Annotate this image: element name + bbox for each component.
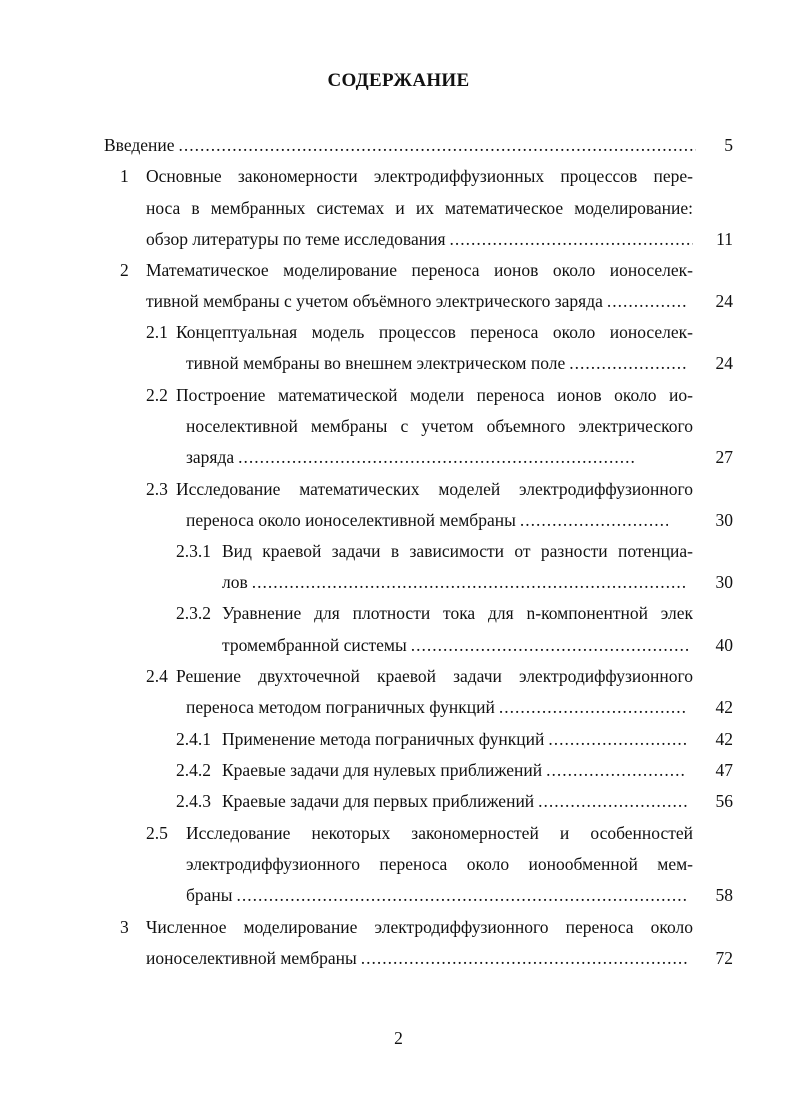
toc-entry-text: носелективной мембраны с учетом объемного электрического bbox=[186, 416, 693, 436]
toc-entry-text: Концептуальная модель процессов переноса около ионоселек- bbox=[176, 322, 693, 342]
toc-page-number: 72 bbox=[715, 948, 733, 968]
toc-leader bbox=[569, 351, 688, 375]
page-title: СОДЕРЖАНИЕ bbox=[327, 70, 470, 91]
toc-entry-text: Решение двухточечной краевой задачи электродиффузионного bbox=[176, 666, 693, 686]
toc-page-number: 56 bbox=[715, 791, 733, 811]
toc-entry-text: Вид краевой задачи в зависимости от разности потенциа- bbox=[222, 541, 693, 561]
toc-entry-number: 2.5 bbox=[146, 823, 168, 843]
toc-entry-text: Исследование математических моделей электродиффузионного bbox=[176, 479, 693, 499]
toc-entry-text-last bbox=[222, 727, 686, 751]
toc-entry-text-last bbox=[186, 883, 688, 907]
toc-entry-number: 2.4 bbox=[146, 666, 168, 686]
toc-entry-text: Краевые задачи для нулевых приближений bbox=[222, 760, 543, 780]
toc-page-number: 27 bbox=[715, 447, 733, 467]
toc-page-number: 11 bbox=[716, 229, 733, 249]
toc-entry-text: Математическое моделирование переноса ионов около ионоселек- bbox=[146, 260, 693, 280]
toc-entry-text-last bbox=[186, 695, 688, 719]
toc-entry-text: носа в мембранных системах и их математическое моделирование: bbox=[146, 198, 693, 218]
toc-leader bbox=[238, 445, 636, 469]
toc-entry-text: Построение математической модели переноса ионов около ио- bbox=[176, 385, 693, 405]
toc-entry-number: 2.3.2 bbox=[176, 603, 211, 623]
toc-entry-text: тивной мембраны во внешнем электрическом поле bbox=[186, 353, 566, 373]
toc-entry-text-last bbox=[186, 445, 636, 469]
toc-entry-text-last bbox=[186, 508, 668, 532]
toc-entry-number: 2.2 bbox=[146, 385, 168, 405]
toc-leader bbox=[252, 570, 686, 594]
toc-entry-text: Краевые задачи для первых приближений bbox=[222, 791, 535, 811]
toc-entry-number: 2.1 bbox=[146, 322, 168, 342]
toc-entry-number: 3 bbox=[120, 917, 129, 937]
toc-entry-text-last bbox=[222, 570, 686, 594]
toc-leader bbox=[411, 633, 688, 657]
toc-entry-number: 2.4.3 bbox=[176, 791, 211, 811]
toc-entry-number: 2.4.1 bbox=[176, 729, 211, 749]
toc-entry-number: 1 bbox=[120, 166, 129, 186]
toc-leader bbox=[607, 289, 688, 313]
toc-entry-text-last bbox=[146, 227, 693, 251]
toc-leader bbox=[450, 227, 694, 251]
toc-leader bbox=[179, 133, 696, 157]
toc-entry-number: 2.4.2 bbox=[176, 760, 211, 780]
toc-entry-number: 2.3 bbox=[146, 479, 168, 499]
page-number: 2 bbox=[394, 1028, 403, 1048]
toc-entry-text-last bbox=[146, 289, 688, 313]
toc-page-number: 5 bbox=[724, 135, 733, 155]
toc-page-number: 47 bbox=[715, 760, 733, 780]
toc-entry-text-last bbox=[146, 946, 688, 970]
toc-entry-text: электродиффузионного переноса около ионообменной мем- bbox=[186, 854, 693, 874]
toc-leader bbox=[361, 946, 688, 970]
toc-entry-text: Исследование некоторых закономерностей и особенностей bbox=[186, 823, 693, 843]
toc-entry-text: Основные закономерности электродиффузионных процессов пере- bbox=[146, 166, 693, 186]
toc-page-number: 24 bbox=[715, 353, 733, 373]
toc-page-number: 30 bbox=[715, 572, 733, 592]
toc-page-number: 42 bbox=[715, 697, 733, 717]
toc-entry-intro bbox=[104, 133, 696, 157]
toc-entry-text: обзор литературы по теме исследования bbox=[146, 229, 446, 249]
toc-entry-text: тивной мембраны с учетом объёмного электрического заряда bbox=[146, 291, 603, 311]
toc-page-number: 40 bbox=[715, 635, 733, 655]
toc-entry-text: лов bbox=[222, 572, 248, 592]
toc-entry-text-last bbox=[222, 758, 686, 782]
toc-entry-text: Введение bbox=[104, 135, 175, 155]
toc-leader bbox=[546, 758, 686, 782]
toc-entry-text-last bbox=[222, 789, 688, 813]
toc-entry-number: 2.3.1 bbox=[176, 541, 211, 561]
toc-entry-text: Применение метода пограничных функций bbox=[222, 729, 545, 749]
toc-leader bbox=[499, 695, 688, 719]
toc-page-number: 58 bbox=[715, 885, 733, 905]
toc-entry-text: ионоселективной мембраны bbox=[146, 948, 357, 968]
toc-entry-text: тромембранной системы bbox=[222, 635, 407, 655]
toc-page-number: 30 bbox=[715, 510, 733, 530]
toc-leader bbox=[538, 789, 688, 813]
toc-entry-text: Численное моделирование электродиффузионного переноса около bbox=[146, 917, 693, 937]
toc-entry-text: заряда bbox=[186, 447, 235, 467]
toc-entry-text-last bbox=[186, 351, 688, 375]
toc-entry-text: переноса около ионоселективной мембраны bbox=[186, 510, 516, 530]
toc-leader bbox=[520, 508, 668, 532]
toc-entry-text-last bbox=[222, 633, 688, 657]
toc-leader bbox=[548, 727, 686, 751]
toc-entry-text: браны bbox=[186, 885, 233, 905]
toc-entry-number: 2 bbox=[120, 260, 129, 280]
toc-page-number: 42 bbox=[715, 729, 733, 749]
toc-page-number: 24 bbox=[715, 291, 733, 311]
toc-entry-text: Уравнение для плотности тока для n-компонентной элек bbox=[222, 603, 693, 623]
toc-leader bbox=[237, 883, 688, 907]
toc-entry-text: переноса методом пограничных функций bbox=[186, 697, 495, 717]
